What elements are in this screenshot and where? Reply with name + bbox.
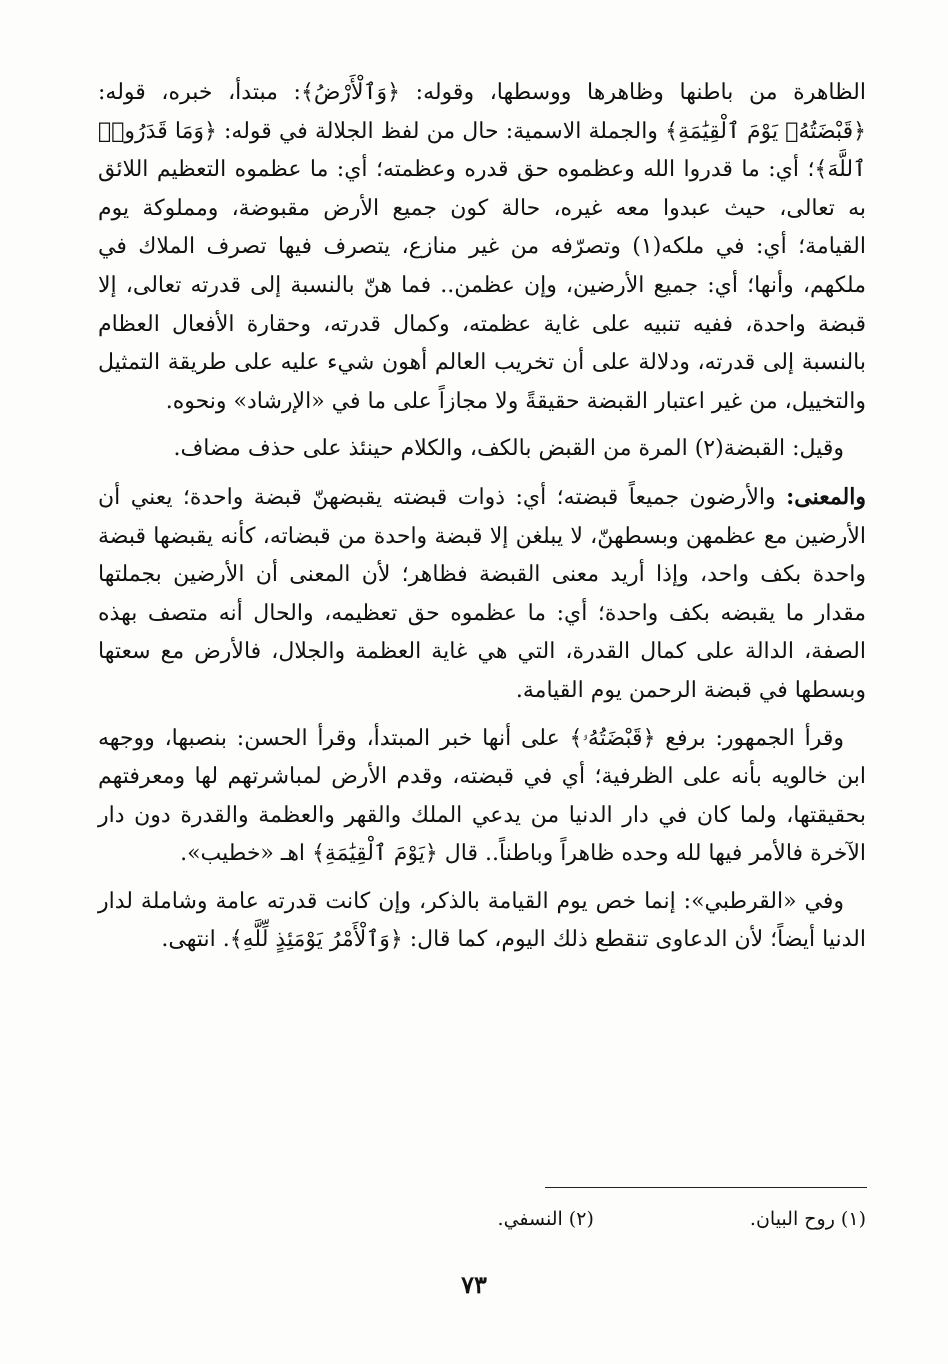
paragraph-1 (98, 74, 866, 421)
paragraph-4-text: وقرأ الجمهور: برفع ﴿قَبْضَتُهُۥ﴾ على أنها خبر المبتدأ، وقرأ الحسن: بنصبها، ووجهه ابن خالويه بأنه على الظرفية؛ أي في قبضته، وقدم الأرض لمباشرتهم لها ومعرفتهم بحقيقتها، ولما كان في دار الدنيا من يدعي الملك والقهر والعظمة والقدرة دون دار الآخرة فالأمر فيها لله وحده ظاهراً وباطناً.. قال ﴿يَوْمَ ٱلْقِيَٰمَةِ﴾ اهـ «خطيب». (98, 725, 866, 867)
footnote-2: (٢) النسفي. (497, 1208, 594, 1230)
paragraph-1-text: الظاهرة من باطنها وظاهرها ووسطها، وقوله: ﴿وَٱلْأَرْضُ﴾: مبتدأ، خبره، قوله: ﴿قَبْضَتُهُۥ يَوْمَ ٱلْقِيَٰمَةِ﴾ والجملة الاسمية: حال من لفظ الجلالة في قوله: ﴿وَمَا قَدَرُوا۟ ٱللَّهَ﴾؛ أي: ما قدروا الله وعظموه حق قدره وعظمته؛ أي: ما عظموه التعظيم اللائق به تعالى، حيث عبدوا معه غيره، حالة كون جميع الأرض مقبوضة، ومملوكة يوم القيامة؛ أي: في ملكه(١) وتصرّفه من غير منازع، يتصرف فيها تصرف الملاك في ملكهم، وأنها؛ أي: جميع الأرضين، وإن عظمن.. فما هنّ بالنسبة إلى قدرته تعالى، إلا قبضة واحدة، ففيه تنبيه على غاية عظمته، وكمال قدرته، وحقارة الأفعال العظام بالنسبة إلى قدرته، ودلالة على أن تخريب العالم أهون شيء عليه على طريقة التمثيل والتخييل، من غير اعتبار القبضة حقيقةً ولا مجازاً على ما في «الإرشاد» ونحوه. (98, 80, 866, 414)
paragraph-3 (98, 478, 866, 711)
paragraph-4 (98, 720, 866, 874)
footnote-1: (١) روح البيان. (749, 1208, 866, 1230)
body-text (98, 74, 866, 960)
paragraph-5-text: وفي «القرطبي»: إنما خص يوم القيامة بالذكر، وإن كانت قدرته عامة وشاملة لدار الدنيا أيضاً؛ لأن الدعاوى تنقطع ذلك اليوم، كما قال: ﴿وَٱلْأَمْرُ يَوْمَئِذٍ لِّلَّهِ﴾. انتهى. (98, 888, 866, 953)
paragraph-3-lead: والمعنى: (786, 483, 866, 510)
footnote-divider (545, 1187, 867, 1188)
paragraph-5 (98, 883, 866, 960)
page-number: ٧٣ (461, 1270, 487, 1299)
paragraph-3-text: والأرضون جميعاً قبضته؛ أي: ذوات قبضته يقبضهنّ قبضة واحدة؛ يعني أن الأرضين مع عظمهن وبسطهنّ، لا يبلغن إلا قبضة واحدة من قبضاته، كأنه يقبضها قبضة واحدة بكف واحد، وإذا أريد معنى القبضة فظاهر؛ لأن المعنى أن الأرضين بجملتها مقدار ما يقبضه بكف واحدة؛ أي: ما عظموه حق تعظيمه، والحال أنه متصف بهذه الصفة، الدالة على كمال القدرة، التي هي غاية العظمة والجلال، فالأرض مع سعتها وبسطها في قبضة الرحمن يوم القيامة. (98, 484, 866, 703)
footnotes (98, 1205, 866, 1233)
paragraph-2-text: وقيل: القبضة(٢) المرة من القبض بالكف، والكلام حينئذ على حذف مضاف. (173, 436, 844, 462)
paragraph-2 (98, 430, 866, 469)
